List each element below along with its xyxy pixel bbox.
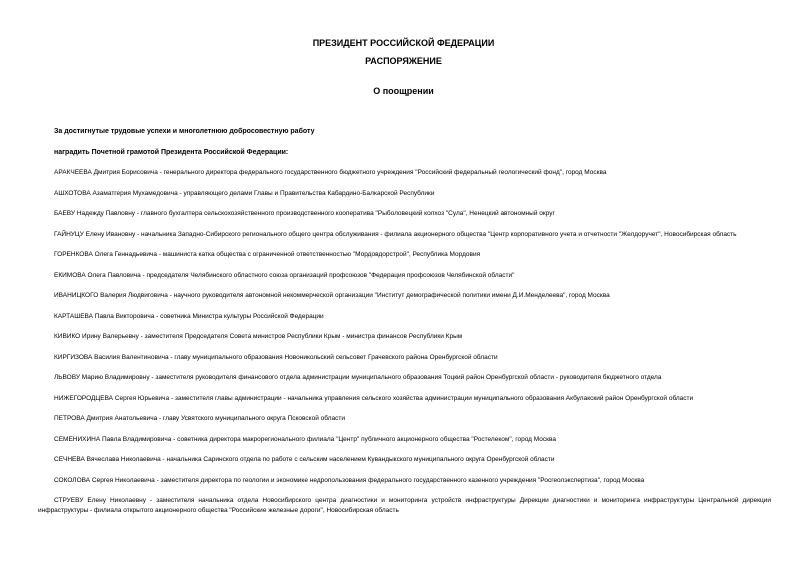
awardee-name: ЛЬВОВУ Марию Владимировну (54, 374, 150, 381)
intro-reason: За достигнутые трудовые успехи и многолетнюю добросовестную работу (54, 128, 315, 135)
awardee-item (38, 230, 771, 240)
awardee-name: АШХОТОВА Азаматгерия Мухамедовича (54, 189, 178, 197)
awardee-item (38, 476, 771, 486)
awardee-position: - заместителя директора по геологии и экономике недропользования федерального государственного казенного учреждения "Росгеолэкспертиза", город Москва (154, 476, 645, 484)
awardee-item (38, 332, 771, 342)
awardee-name: СТРУЕВУ Елену Николаевну (54, 497, 147, 504)
awardee-item (38, 250, 771, 260)
awardee-position: - советника Министра культуры Российской Федерации (154, 312, 324, 320)
document-issuer: ПРЕЗИДЕНТ РОССИЙСКОЙ ФЕДЕРАЦИИ (312, 38, 495, 48)
awardee-position: - заместителя руководителя финансового отдела администрации муниципального образования Тоцкий район Оренбургской области - руководителя бюджетного отдела (149, 374, 662, 381)
awardee-name: ИВАНИЦКОГО Валерия Людвиговича (54, 292, 168, 299)
awardee-name: КИРГИЗОВА Василия Валентиновича (54, 353, 169, 361)
awardee-position: - главу Усвятского муниципального округа Псковской области (157, 415, 345, 422)
awardee-item (38, 168, 771, 178)
awardee-position: - главного бухгалтера сельскохозяйственного производственного кооператива "Рыболовецкий колхоз "Сула", Ненецкий автономный округ (135, 210, 555, 217)
awardee-position: - начальника Западно-Сибирского регионального общего центра обслуживания - филиала акционерного общества "Центр корпоративного учета и отчетности "Желдоручет", Новосибирская область (135, 230, 737, 238)
awardee-position: - управляющего делами Главы и Правительства Кабардино-Балкарской Республики (177, 189, 435, 197)
awardee-name: КАРТАШЕВА Павла Викторовича (54, 312, 155, 320)
awardee-position: - начальника Саринского отдела по работе с сельским населением Кувандыкского муниципального округа Оренбургской области (160, 456, 555, 463)
awardee-name: СЕЧНЕВА Вячеслава Николаевича (54, 456, 161, 463)
awardee-name: АРАКЧЕЕВА Дмитрия Борисовича (54, 169, 158, 176)
awardee-position: - заместителя главы администрации - начальника управления сельского хозяйства администрации муниципального образования Акбулакский район Оренбургской области (169, 394, 694, 402)
awardee-position: - машиниста катка общества с ограниченной ответственностью "Мордовдорстрой", Республика Мордовия (157, 251, 481, 258)
awardee-item (38, 209, 771, 219)
awardee-item (38, 394, 771, 404)
awardee-position: - генерального директора федерального государственного бюджетного учреждения "Российский федеральный геологический фонд", город Москва (157, 169, 607, 176)
awardee-item (38, 271, 771, 281)
awardee-name: ПЕТРОВА Дмитрия Анатольевича (54, 415, 158, 422)
awardee-position: - научного руководителя автономной некоммерческой организации "Институт демографической политики имени Д.И.Менделеева", город Москва (167, 292, 610, 299)
awardee-item (38, 291, 771, 301)
awardee-list (38, 168, 771, 526)
awardee-name: ГОРЕНКОВА Олега Геннадьевича (54, 251, 158, 258)
awardee-name: КИВИКО Ирину Валерьевну (54, 333, 139, 340)
awardee-name: ЕКИМОВА Олега Павловича (54, 271, 141, 279)
awardee-item (38, 496, 771, 515)
awardee-item (38, 189, 771, 199)
awardee-item (38, 435, 771, 445)
awardee-item (38, 373, 771, 383)
awardee-name: ГАЙНУЦУ Елену Ивановну (54, 230, 136, 238)
awardee-name: СОКОЛОВА Сергея Николаевича (54, 476, 155, 484)
awardee-item (38, 312, 771, 322)
awardee-item (38, 353, 771, 363)
awardee-position: - главу муниципального образования Новоникольский сельсовет Грачевского района Оренбургской области (168, 353, 498, 361)
awardee-item (38, 414, 771, 424)
awardee-name: НИЖЕГОРОДЦЕВА Сергея Юрьевича (54, 394, 170, 402)
awardee-name: СЕМЕНИХИНА Павла Владимировича (54, 435, 172, 443)
awardee-name: БАЕВУ Надежду Павловну (54, 210, 136, 217)
awardee-item (38, 455, 771, 465)
awardee-position: - заместителя начальника отдела Новосибирского центра диагностики и мониторинга устройств инфраструктуры Дирекции диагностики и мониторинга инфраструктуры Центральной дирекции инфраструктуры - филиала открытого акционерного общества "Российские железные дороги", Новосибирская область (38, 497, 771, 514)
document-subject: О поощрении (373, 86, 434, 96)
awardee-position: - советника директора макрорегионального филиала "Центр" публичного акционерного общества "Ростелеком", город Москва (171, 435, 556, 443)
awardee-position: - заместителя Председателя Совета министров Республики Крым - министра финансов Республики Крым (138, 333, 463, 340)
document-type: РАСПОРЯЖЕНИЕ (365, 56, 442, 66)
awardee-position: - председателя Челябинского областного союза организаций профсоюзов "Федерация профсоюзов Челябинской области" (140, 271, 515, 279)
intro-award: наградить Почетной грамотой Президента Российской Федерации: (54, 149, 289, 156)
